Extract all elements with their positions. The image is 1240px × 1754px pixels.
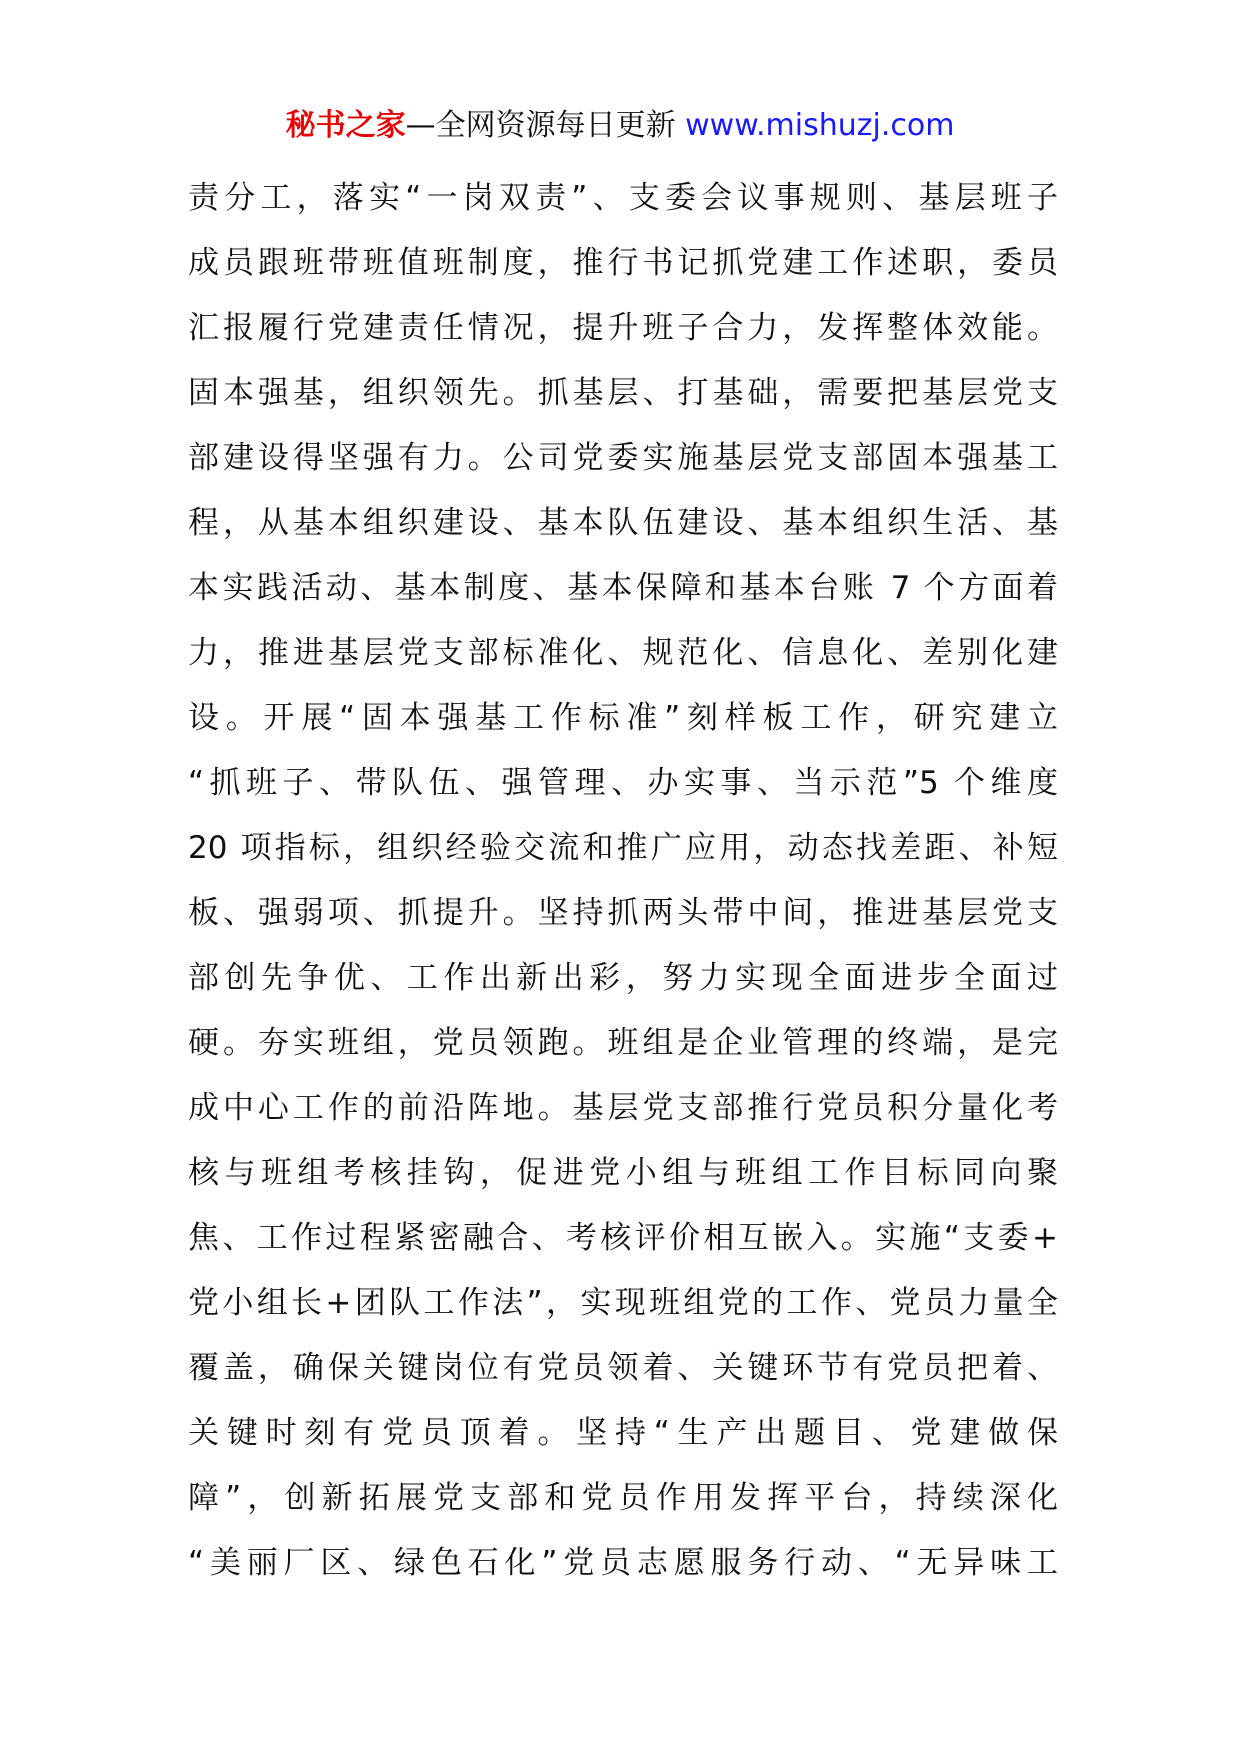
header-tagline: —全网资源每日更新	[405, 108, 686, 143]
body-line: “抓班子、带队伍、强管理、办实事、当示范”5 个维度	[188, 765, 1058, 801]
body-line: 成员跟班带班值班制度，推行书记抓党建工作述职，委员	[188, 245, 1058, 281]
body-line: 硬。夯实班组，党员领跑。班组是企业管理的终端，是完	[188, 1025, 1058, 1061]
body-line: 设。开展“固本强基工作标准”刻样板工作，研究建立	[188, 700, 1058, 736]
body-line: 覆盖，确保关键岗位有党员领着、关键环节有党员把着、	[188, 1350, 1058, 1386]
site-header	[0, 104, 1240, 148]
body-line: 焦、工作过程紧密融合、考核评价相互嵌入。实施“支委+	[188, 1220, 1058, 1256]
body-line: 汇报履行党建责任情况，提升班子合力，发挥整体效能。	[188, 310, 1058, 346]
body-line: 核与班组考核挂钩，促进党小组与班组工作目标同向聚	[188, 1155, 1058, 1191]
site-url-link[interactable]: www.mishuzj.com	[685, 108, 955, 143]
body-line: 板、强弱项、抓提升。坚持抓两头带中间，推进基层党支	[188, 895, 1058, 931]
body-line: 20 项指标，组织经验交流和推广应用，动态找差距、补短	[188, 830, 1058, 866]
body-line: 力，推进基层党支部标准化、规范化、信息化、差别化建	[188, 635, 1058, 671]
body-line: 固本强基，组织领先。抓基层、打基础，需要把基层党支	[188, 375, 1058, 411]
body-line: 程，从基本组织建设、基本队伍建设、基本组织生活、基	[188, 505, 1058, 541]
body-line: 障”，创新拓展党支部和党员作用发挥平台，持续深化	[188, 1480, 1058, 1516]
body-line: 本实践活动、基本制度、基本保障和基本台账 7 个方面着	[188, 570, 1058, 606]
body-line: 责分工，落实“一岗双责”、支委会议事规则、基层班子	[188, 180, 1058, 216]
body-line: “美丽厂区、绿色石化”党员志愿服务行动、“无异味工	[188, 1545, 1058, 1581]
body-line: 部创先争优、工作出新出彩，努力实现全面进步全面过	[188, 960, 1058, 996]
brand-name: 秘书之家	[285, 108, 406, 143]
body-line: 党小组长+团队工作法”，实现班组党的工作、党员力量全	[188, 1285, 1058, 1321]
body-line: 成中心工作的前沿阵地。基层党支部推行党员积分量化考	[188, 1090, 1058, 1126]
body-line: 部建设得坚强有力。公司党委实施基层党支部固本强基工	[188, 440, 1058, 476]
document-body	[188, 166, 1058, 1596]
body-line: 关键时刻有党员顶着。坚持“生产出题目、党建做保	[188, 1415, 1058, 1451]
